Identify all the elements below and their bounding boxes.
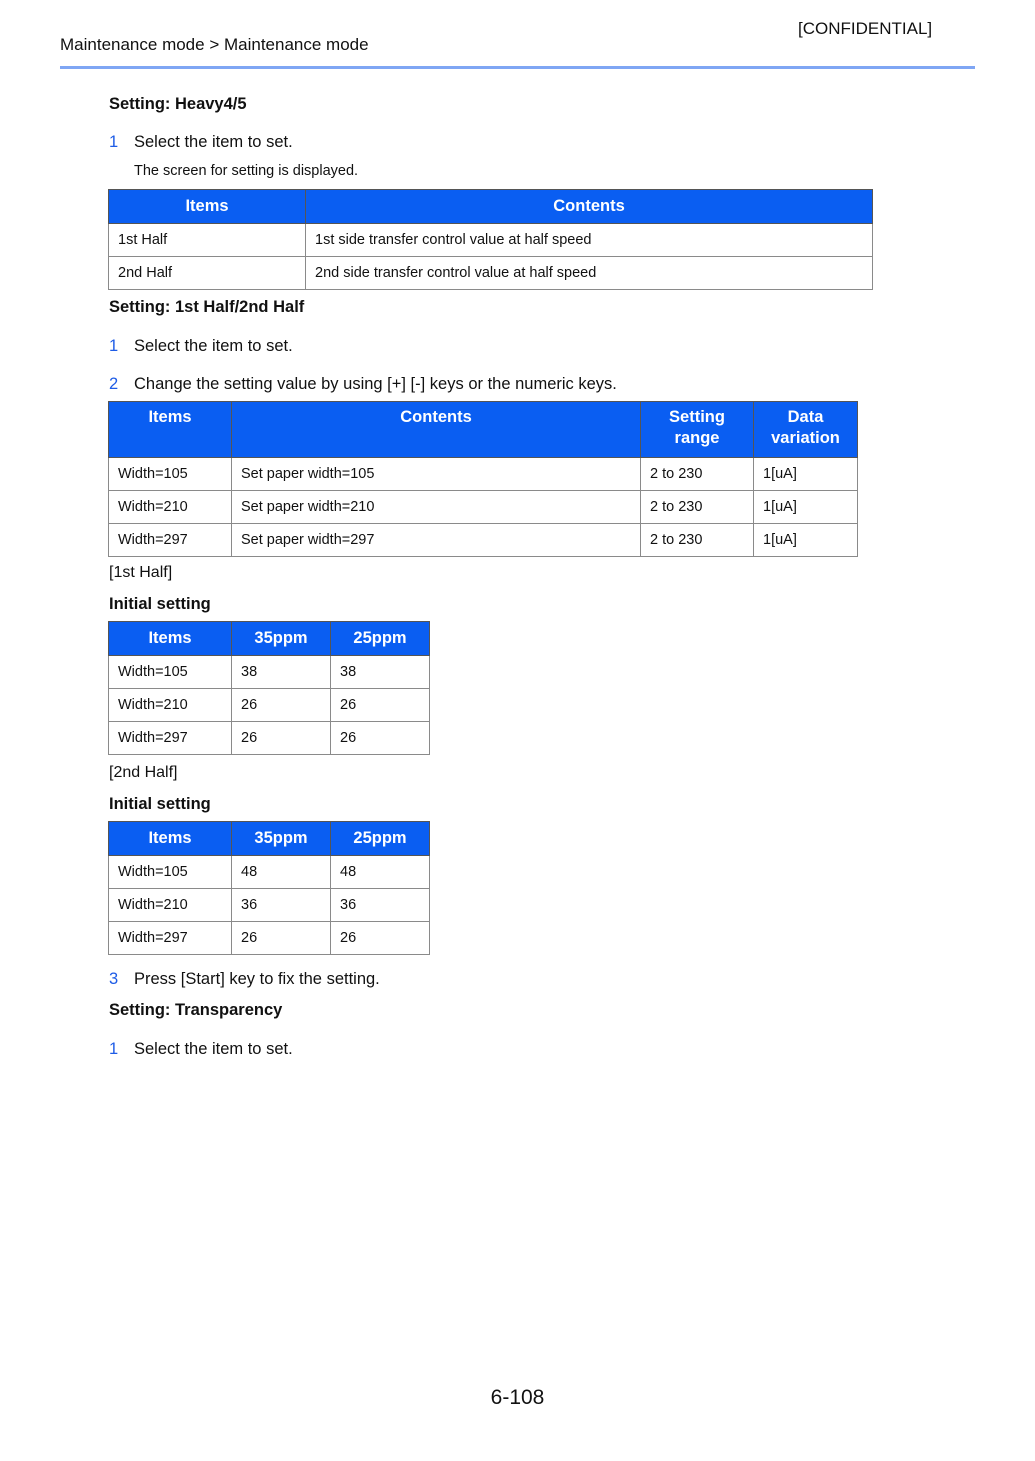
- table-cell: Width=210: [109, 689, 232, 722]
- table-cell: 26: [331, 922, 430, 955]
- step-text: Select the item to set.: [134, 133, 293, 151]
- table-header: Setting range: [641, 402, 754, 458]
- table-cell: Set paper width=105: [232, 458, 641, 491]
- table-cell: Width=105: [109, 656, 232, 689]
- table-header: Items: [109, 822, 232, 856]
- table-cell: 36: [331, 889, 430, 922]
- table-cell: 1[uA]: [754, 458, 858, 491]
- table-cell: 26: [331, 689, 430, 722]
- table-cell: Width=105: [109, 458, 232, 491]
- table-row: [109, 656, 430, 689]
- table-cell: 38: [331, 656, 430, 689]
- table-row: [109, 224, 873, 257]
- initial-setting-heading: Initial setting: [109, 795, 211, 813]
- section-heading-half: Setting: 1st Half/2nd Half: [109, 298, 305, 316]
- table-cell: Width=210: [109, 491, 232, 524]
- table-row: [109, 257, 873, 290]
- table-row: [109, 922, 430, 955]
- table-header: Items: [109, 622, 232, 656]
- step-text: Select the item to set.: [134, 1040, 293, 1058]
- step-number: 1: [109, 337, 119, 355]
- table-row: [109, 491, 858, 524]
- first-half-initial-table: [108, 621, 430, 755]
- table-row: [109, 889, 430, 922]
- table-row: [109, 722, 430, 755]
- table-cell: 26: [232, 922, 331, 955]
- step-item: [109, 970, 380, 989]
- table-header: Items: [109, 402, 232, 458]
- items-contents-table: [108, 189, 873, 290]
- table-cell: 1st side transfer control value at half speed: [306, 224, 873, 257]
- table-cell: 2nd Half: [109, 257, 306, 290]
- table-cell: 2 to 230: [641, 491, 754, 524]
- table-cell: Set paper width=210: [232, 491, 641, 524]
- step-number: 1: [109, 1040, 119, 1058]
- table-cell: Width=210: [109, 889, 232, 922]
- second-half-label: [2nd Half]: [109, 764, 178, 781]
- step-text: Press [Start] key to fix the setting.: [134, 970, 380, 988]
- step-number: 2: [109, 375, 119, 393]
- confidential-label: [CONFIDENTIAL]: [798, 19, 933, 38]
- step-number: 1: [109, 133, 119, 151]
- step-number: 3: [109, 970, 119, 988]
- section-heading-transparency: Setting: Transparency: [109, 1001, 283, 1019]
- step-text: Select the item to set.: [134, 337, 293, 355]
- table-cell: Width=297: [109, 922, 232, 955]
- breadcrumb: Maintenance mode > Maintenance mode: [60, 35, 369, 54]
- table-cell: 1[uA]: [754, 491, 858, 524]
- table-cell: Width=297: [109, 722, 232, 755]
- table-cell: Width=105: [109, 856, 232, 889]
- step-text: Change the setting value by using [+] [-] keys or the numeric keys.: [134, 375, 617, 393]
- first-half-label: [1st Half]: [109, 564, 173, 581]
- table-header: 35ppm: [232, 822, 331, 856]
- table-header: Contents: [306, 190, 873, 224]
- step-item: [109, 337, 293, 356]
- step-item: [109, 133, 293, 152]
- table-cell: 1st Half: [109, 224, 306, 257]
- table-cell: 48: [331, 856, 430, 889]
- table-row: [109, 856, 430, 889]
- table-cell: 2 to 230: [641, 458, 754, 491]
- table-cell: 2 to 230: [641, 524, 754, 557]
- initial-setting-heading: Initial setting: [109, 595, 211, 613]
- table-header: Items: [109, 190, 306, 224]
- page-number: 6-108: [490, 1386, 545, 1409]
- table-cell: 26: [232, 689, 331, 722]
- table-cell: 38: [232, 656, 331, 689]
- table-row: [109, 458, 858, 491]
- table-header: 35ppm: [232, 622, 331, 656]
- table-cell: 48: [232, 856, 331, 889]
- step-item: [109, 1040, 293, 1059]
- table-row: [109, 689, 430, 722]
- table-header: Contents: [232, 402, 641, 458]
- section-heading-heavy45: Setting: Heavy4/5: [109, 95, 247, 113]
- table-cell: Width=297: [109, 524, 232, 557]
- table-header: 25ppm: [331, 822, 430, 856]
- step-note: The screen for setting is displayed.: [134, 163, 359, 179]
- step-item: [109, 375, 617, 394]
- table-header: 25ppm: [331, 622, 430, 656]
- header-divider: [60, 66, 975, 69]
- table-header: Data variation: [754, 402, 858, 458]
- table-cell: 2nd side transfer control value at half speed: [306, 257, 873, 290]
- table-cell: 26: [232, 722, 331, 755]
- table-cell: 36: [232, 889, 331, 922]
- second-half-initial-table: [108, 821, 430, 955]
- table-row: [109, 524, 858, 557]
- table-cell: 26: [331, 722, 430, 755]
- table-cell: 1[uA]: [754, 524, 858, 557]
- setting-range-table: [108, 401, 858, 557]
- table-cell: Set paper width=297: [232, 524, 641, 557]
